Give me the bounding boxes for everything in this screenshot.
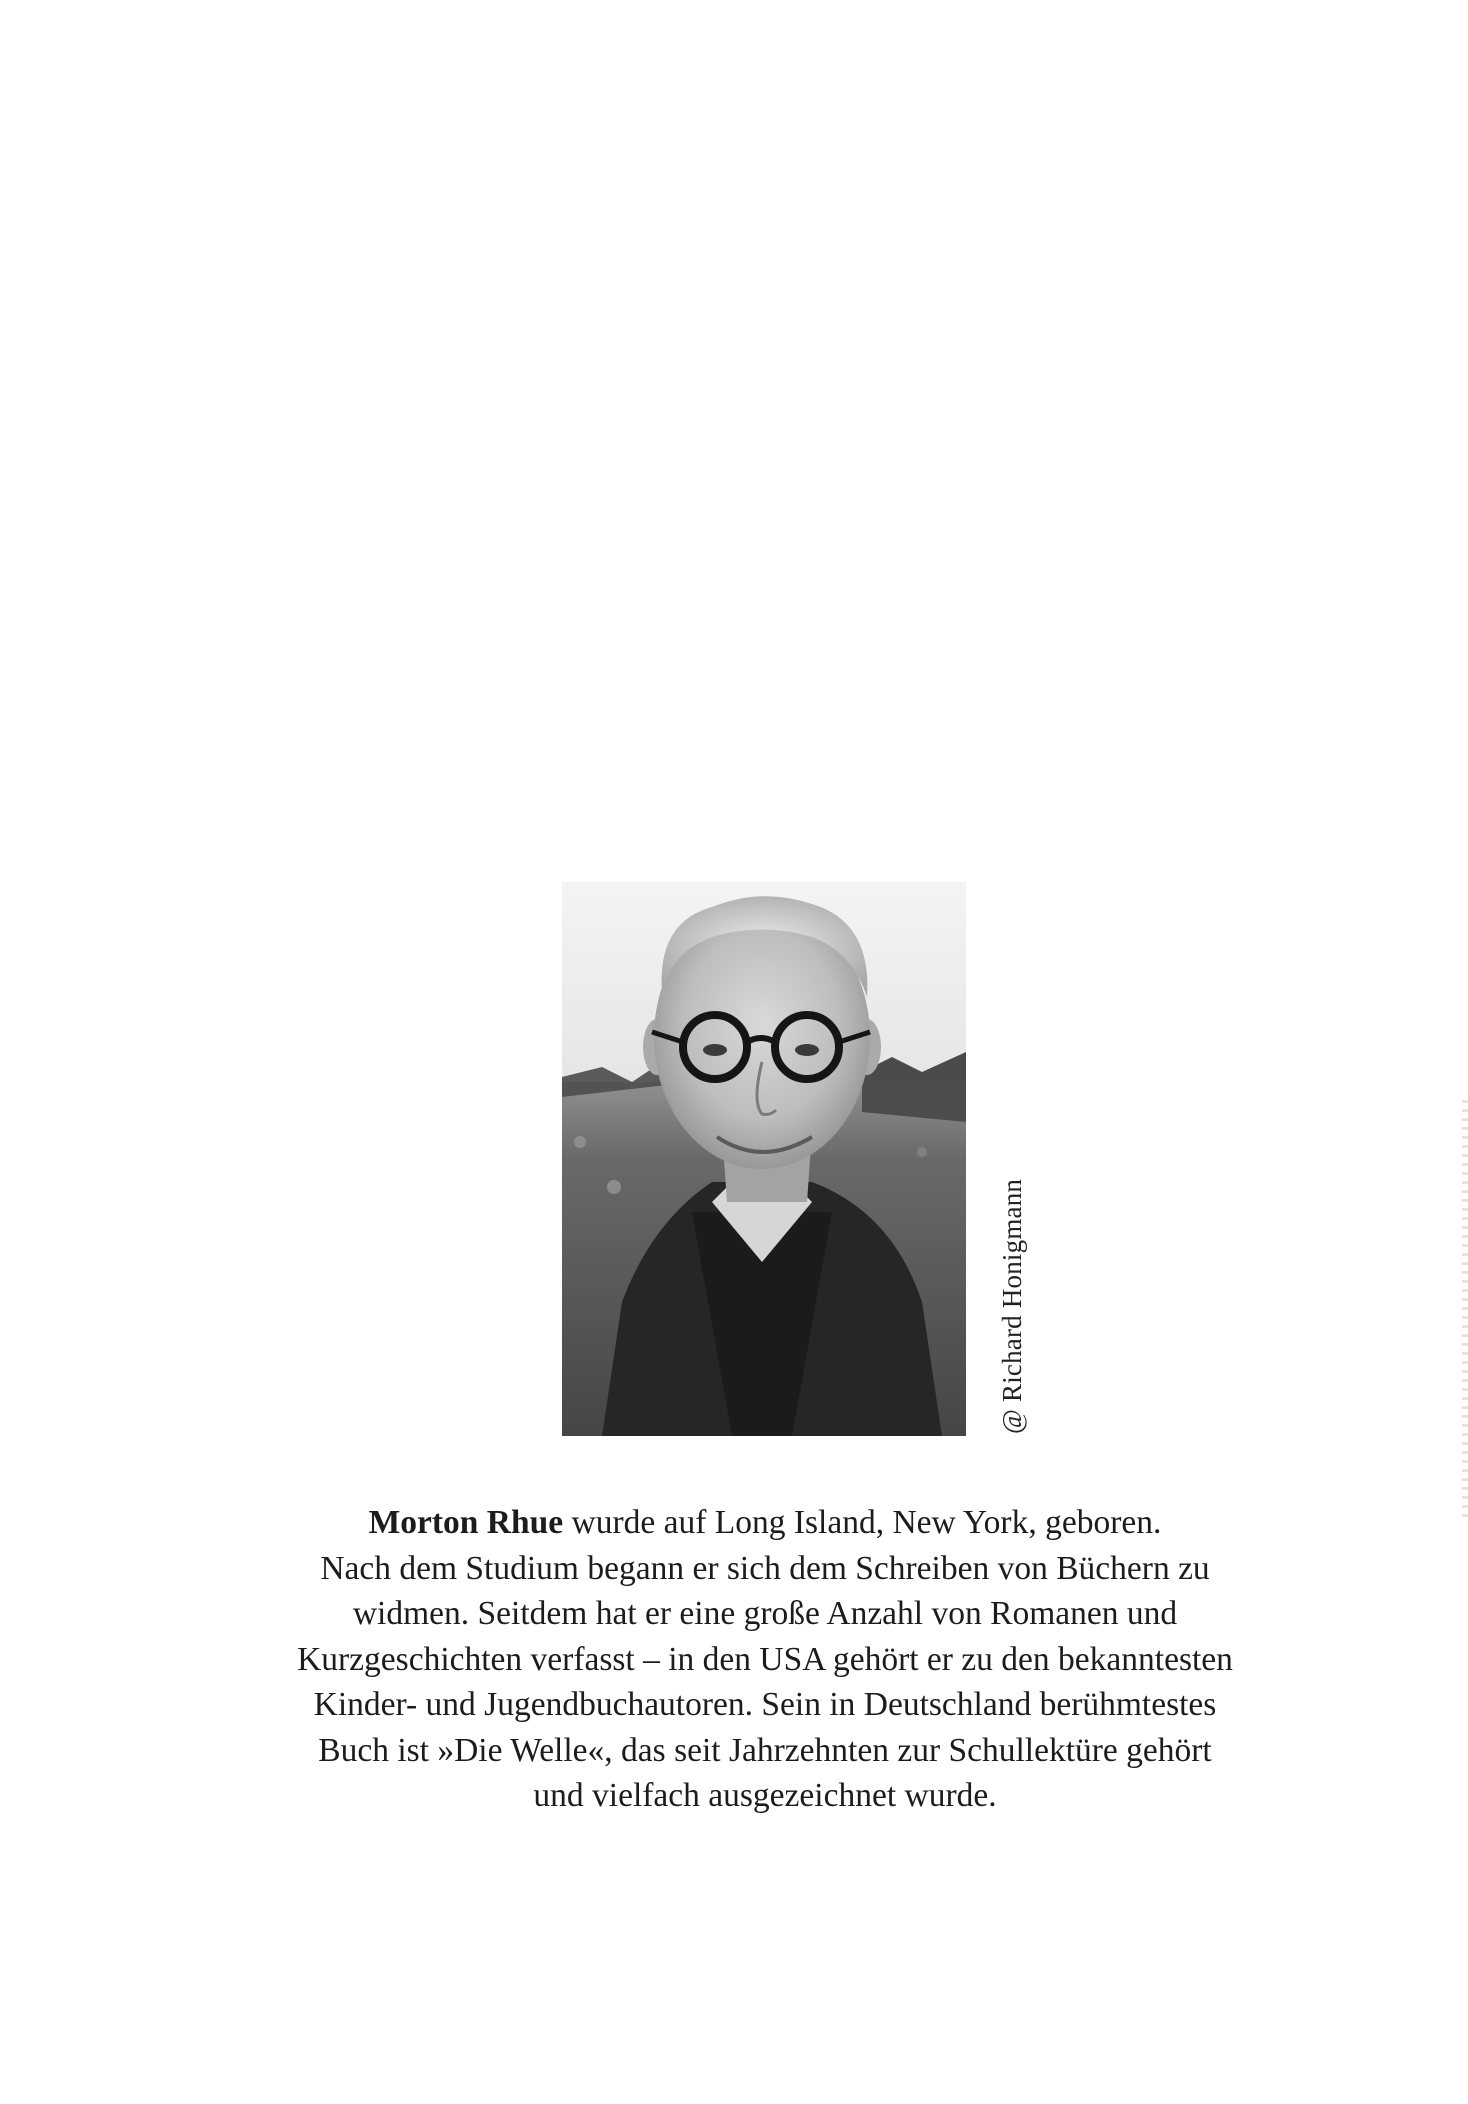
bio-line-1-text: wurde auf Long Island, New York, geboren. — [563, 1504, 1162, 1541]
author-biography — [220, 1500, 1310, 1819]
author-portrait-photo — [562, 882, 966, 1436]
author-name: Morton Rhue — [368, 1504, 564, 1541]
bio-line-6: Buch ist »Die Welle«, das seit Jahrzehnten zur Schullektüre gehört — [318, 1731, 1212, 1769]
bio-line-2: Nach dem Studium begann er sich dem Schreiben von Büchern zu — [320, 1549, 1210, 1587]
page-edge-marks — [1462, 1100, 1468, 1520]
bio-line-4: Kurzgeschichten verfasst – in den USA gehört er zu den bekanntesten — [297, 1640, 1233, 1678]
photo-credit: @ Richard Honigmann — [997, 1178, 1027, 1434]
bio-line-7: und vielfach ausgezeichnet wurde. — [533, 1777, 997, 1814]
bio-line-1 — [220, 1500, 1310, 1546]
bio-line-5: Kinder- und Jugendbuchautoren. Sein in Deutschland berühmtestes — [313, 1686, 1217, 1723]
bio-line-3: widmen. Seitdem hat er eine große Anzahl von Romanen und — [352, 1595, 1178, 1632]
